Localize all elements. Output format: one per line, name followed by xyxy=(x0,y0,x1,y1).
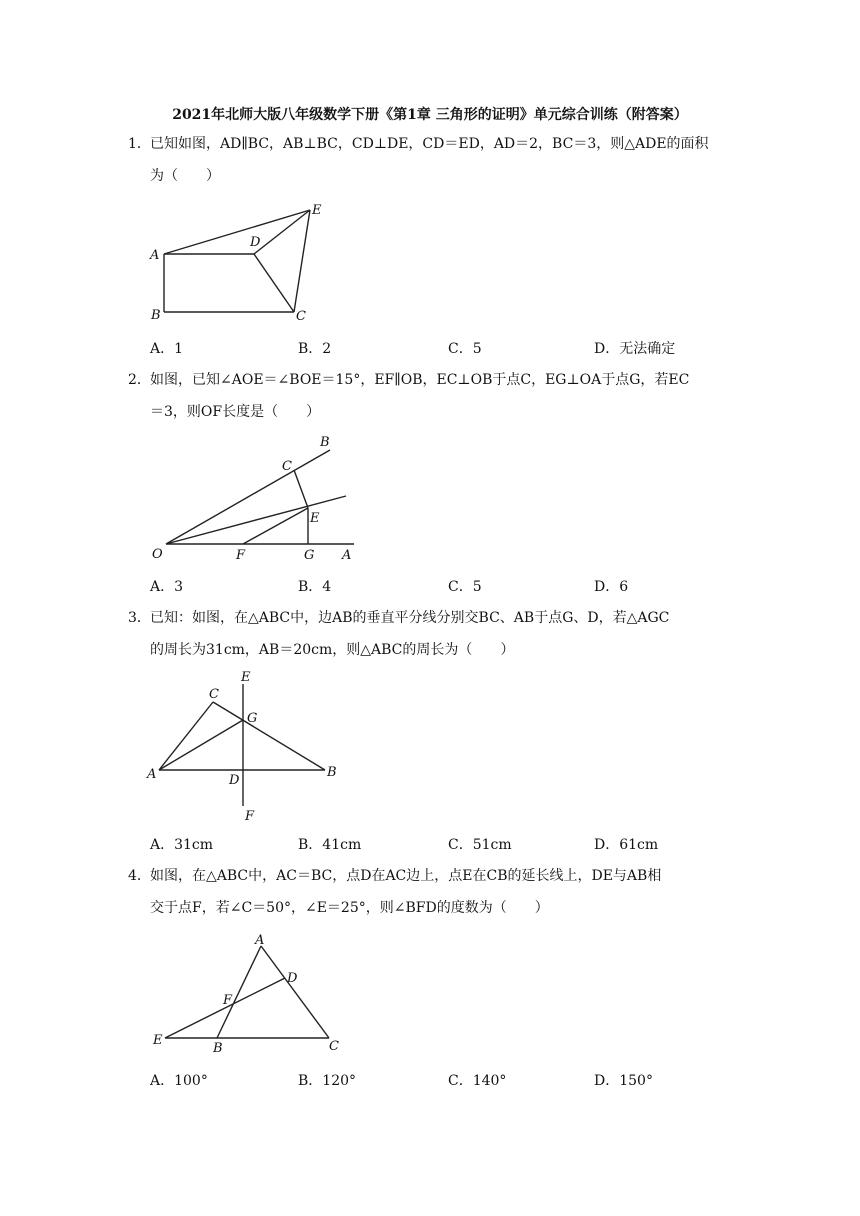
question-4-figure xyxy=(145,930,355,1055)
point-label: A xyxy=(255,933,265,948)
point-label: A xyxy=(342,548,352,563)
point-label: D xyxy=(250,235,261,250)
point-label: C xyxy=(209,687,219,702)
option-c[interactable]: C．5 xyxy=(448,579,482,595)
point-label: B xyxy=(151,308,161,323)
question-text: 已知如图，AD∥BC，AB⊥BC，CD⊥DE，CD＝ED，AD＝2，BC＝3，则△ADE的面积 xyxy=(150,136,709,152)
point-label: B xyxy=(213,1041,223,1056)
question-2 xyxy=(128,364,740,428)
segment-ec xyxy=(294,470,308,508)
point-label: G xyxy=(247,711,258,726)
point-label: B xyxy=(320,435,330,450)
option-b[interactable]: B．4 xyxy=(298,579,332,595)
question-4-line-2: 交于点F，若∠C＝50°，∠E＝25°，则∠BFD的度数为（ ） xyxy=(150,900,549,916)
question-3-figure xyxy=(145,668,355,828)
option-d[interactable]: D．61cm xyxy=(594,837,659,853)
question-2-figure xyxy=(150,432,370,562)
segment xyxy=(294,210,310,312)
question-3-options xyxy=(150,834,750,856)
segment xyxy=(254,210,310,254)
question-4-line-1 xyxy=(128,860,740,892)
segment-ac xyxy=(261,946,329,1038)
option-a[interactable]: A．1 xyxy=(150,341,184,357)
point-label: E xyxy=(153,1033,163,1048)
question-2-options xyxy=(150,576,750,598)
segment-ed xyxy=(165,978,285,1038)
option-c[interactable]: C．140° xyxy=(448,1073,507,1089)
option-c[interactable]: C．51cm xyxy=(448,837,512,853)
segment xyxy=(254,254,294,312)
point-label: D xyxy=(287,971,298,986)
segment-ab xyxy=(217,946,261,1038)
point-label: C xyxy=(296,309,306,324)
option-a[interactable]: A．3 xyxy=(150,579,184,595)
ray-ob xyxy=(166,450,330,544)
question-2-line-1 xyxy=(128,364,740,396)
option-d[interactable]: D．6 xyxy=(594,579,629,595)
point-label: E xyxy=(312,203,322,218)
segment-ef xyxy=(243,508,308,544)
segment xyxy=(164,210,310,254)
point-label: C xyxy=(282,459,292,474)
option-a[interactable]: A．100° xyxy=(150,1073,208,1089)
question-1-options xyxy=(150,338,750,360)
question-number: 2． xyxy=(128,372,151,388)
point-label: B xyxy=(327,765,337,780)
segment-ac xyxy=(159,702,213,770)
option-d[interactable]: D．无法确定 xyxy=(594,341,676,357)
question-3-line-2: 的周长为31cm，AB＝20cm，则△ABC的周长为（ ） xyxy=(150,642,515,658)
option-d[interactable]: D．150° xyxy=(594,1073,653,1089)
question-text: 如图，在△ABC中，AC＝BC，点D在AC边上，点E在CB的延长线上，DE与AB相 xyxy=(150,868,662,884)
point-label: E xyxy=(310,511,320,526)
segment-ag xyxy=(159,720,243,770)
option-a[interactable]: A．31cm xyxy=(150,837,214,853)
question-1-line-2: 为（ ） xyxy=(150,168,220,184)
point-label: A xyxy=(147,767,157,782)
question-text: 已知：如图，在△ABC中，边AB的垂直平分线分别交BC、AB于点G、D，若△AGC xyxy=(150,610,670,626)
option-b[interactable]: B．2 xyxy=(298,341,332,357)
question-1 xyxy=(128,128,740,192)
point-label: C xyxy=(329,1039,339,1054)
question-3-line-1 xyxy=(128,602,740,634)
question-1-line-1 xyxy=(128,128,740,160)
question-2-line-2: ＝3，则OF长度是（ ） xyxy=(150,404,321,420)
point-label: G xyxy=(304,548,315,563)
question-4 xyxy=(128,860,740,924)
point-label: F xyxy=(236,548,246,563)
question-3 xyxy=(128,602,740,666)
question-1-figure xyxy=(140,198,340,328)
question-text: 如图，已知∠AOE＝∠BOE＝15°，EF∥OB，EC⊥OB于点C，EG⊥OA于点G，若EC xyxy=(150,372,690,388)
point-label: A xyxy=(150,248,160,263)
question-number: 1． xyxy=(128,136,151,152)
question-number: 4． xyxy=(128,868,151,884)
point-label: F xyxy=(245,809,255,824)
question-number: 3． xyxy=(128,610,151,626)
option-b[interactable]: B．41cm xyxy=(298,837,362,853)
option-c[interactable]: C．5 xyxy=(448,341,482,357)
segment-cb xyxy=(213,702,325,770)
point-label: F xyxy=(223,993,233,1008)
question-4-options xyxy=(150,1070,750,1092)
option-b[interactable]: B．120° xyxy=(298,1073,357,1089)
point-label: E xyxy=(241,670,251,685)
page-title: 2021年北师大版八年级数学下册《第1章 三角形的证明》单元综合训练（附答案） xyxy=(172,107,688,123)
point-label: D xyxy=(229,773,240,788)
point-label: O xyxy=(152,547,163,562)
